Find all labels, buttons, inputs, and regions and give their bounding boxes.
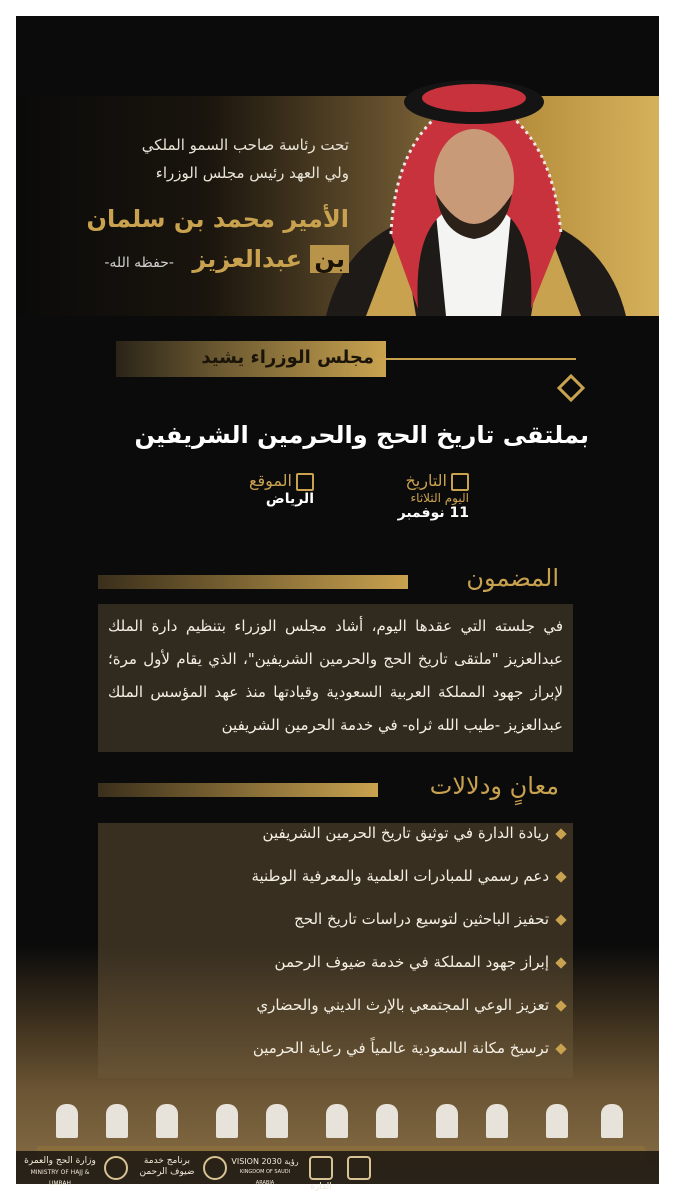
bullet-diamond-icon	[555, 914, 566, 925]
meaning-item	[110, 910, 565, 928]
prayer-text: -حفظه الله-	[104, 255, 174, 271]
date-label: التاريخ	[405, 471, 447, 490]
location-value: الرياض	[265, 490, 314, 507]
intro-line-1: تحت رئاسة صاحب السمو الملكي	[141, 136, 349, 154]
meaning-text: دعم رسمي للمبادرات العلمية والمعرفية الوطنية	[251, 867, 549, 885]
attendee	[326, 1104, 348, 1138]
attendee	[436, 1104, 458, 1138]
content-box	[98, 604, 573, 752]
location-block	[249, 471, 314, 507]
prince-name-bin: بن	[310, 245, 349, 273]
location-box-icon	[296, 473, 314, 491]
ministry-hajj-ar: وزارة الحج والعمرة	[24, 1156, 96, 1166]
bullet-diamond-icon	[555, 1000, 566, 1011]
prince-name	[87, 199, 349, 283]
content-text: في جلسته التي عقدها اليوم، أشاد مجلس الوزراء بتنظيم دارة الملك عبدالعزيز "ملتقى تاريخ الحج والحرمين الشريفين"، الذي يقام لأول مرة؛ لإبراز جهود المملكة العربية السعودية وقيادتها منذ عهد المؤسس الملك عبدالعزيز -طيب الله ثراه- في خدمة الحرمين الشريفين	[108, 617, 563, 734]
poster	[16, 16, 659, 1192]
date-value: 11 نوفمبر	[397, 504, 469, 521]
bullet-diamond-icon	[555, 1043, 566, 1054]
intro-text	[142, 131, 349, 187]
attendee	[216, 1104, 238, 1138]
meaning-item	[110, 867, 565, 885]
meaning-item	[110, 953, 565, 971]
content-heading: المضمون	[466, 564, 559, 592]
meaning-text: تعزيز الوعي المجتمعي بالإرث الديني والحضاري	[256, 996, 549, 1014]
attendee	[266, 1104, 288, 1138]
meanings-heading: معانٍ ودلالات	[429, 772, 559, 800]
crown-prince-portrait	[306, 54, 641, 316]
attendee	[376, 1104, 398, 1138]
title-badge	[116, 341, 386, 377]
attendee	[56, 1104, 78, 1138]
darah-text: الدارة	[310, 1182, 332, 1192]
date-block	[398, 471, 469, 521]
pilgrims-program-text: برنامج خدمة ضيوف الرحمن	[139, 1156, 195, 1177]
meaning-item	[110, 824, 565, 842]
date-day: اليوم الثلاثاء	[410, 490, 469, 505]
intro-line-2: ولي العهد رئيس مجلس الوزراء	[155, 164, 349, 182]
title-divider	[376, 358, 576, 360]
event-subtitle: بملتقى تاريخ الحج والحرمين الشريفين	[134, 421, 589, 449]
darah-logo	[306, 1156, 336, 1193]
prince-name-line-1: الأمير محمد بن سلمان	[86, 205, 349, 233]
partner-logo-icon	[346, 1156, 372, 1182]
prince-name-abdulaziz: عبدالعزيز	[192, 245, 303, 273]
meanings-heading-line	[98, 783, 378, 797]
program-emblem-icon	[202, 1156, 228, 1182]
ksa-text: KINGDOM OF SAUDI ARABIA	[239, 1169, 291, 1186]
ministry-hajj-logo	[22, 1156, 98, 1189]
meaning-text: ريادة الدارة في توثيق تاريخ الحرمين الشريفين	[262, 824, 549, 842]
bullet-diamond-icon	[555, 957, 566, 968]
ministry-hajj-en: MINISTRY OF HAJJ & UMRAH	[30, 1169, 90, 1187]
vision-2030-text: VISION 2030	[231, 1157, 282, 1166]
darah-mark-icon	[309, 1156, 333, 1180]
meaning-text: ترسيخ مكانة السعودية عالمياً في رعاية الحرمين	[252, 1039, 549, 1057]
saudi-emblem-icon	[104, 1156, 128, 1182]
content-heading-line	[98, 575, 408, 589]
attendee	[156, 1104, 178, 1138]
vision-2030-logo	[230, 1156, 300, 1189]
meaning-text: تحفيز الباحثين لتوسيع دراسات تاريخ الحج	[294, 910, 549, 928]
title-badge-text: مجلس الوزراء يشيد	[201, 347, 374, 368]
title-diamond-icon	[557, 374, 585, 402]
bullet-diamond-icon	[555, 871, 566, 882]
calendar-icon	[451, 473, 469, 491]
bullet-diamond-icon	[555, 828, 566, 839]
pilgrims-program-logo	[134, 1156, 200, 1178]
attendee	[106, 1104, 128, 1138]
prince-name-line-2	[87, 239, 349, 283]
location-label: الموقع	[249, 471, 292, 490]
attendee	[546, 1104, 568, 1138]
attendee	[486, 1104, 508, 1138]
vision-ar: رؤية	[284, 1157, 299, 1166]
meaning-text: إبراز جهود المملكة في خدمة ضيوف الرحمن	[274, 953, 549, 971]
meaning-item	[110, 1039, 565, 1057]
meaning-item	[110, 996, 565, 1014]
attendee	[601, 1104, 623, 1138]
